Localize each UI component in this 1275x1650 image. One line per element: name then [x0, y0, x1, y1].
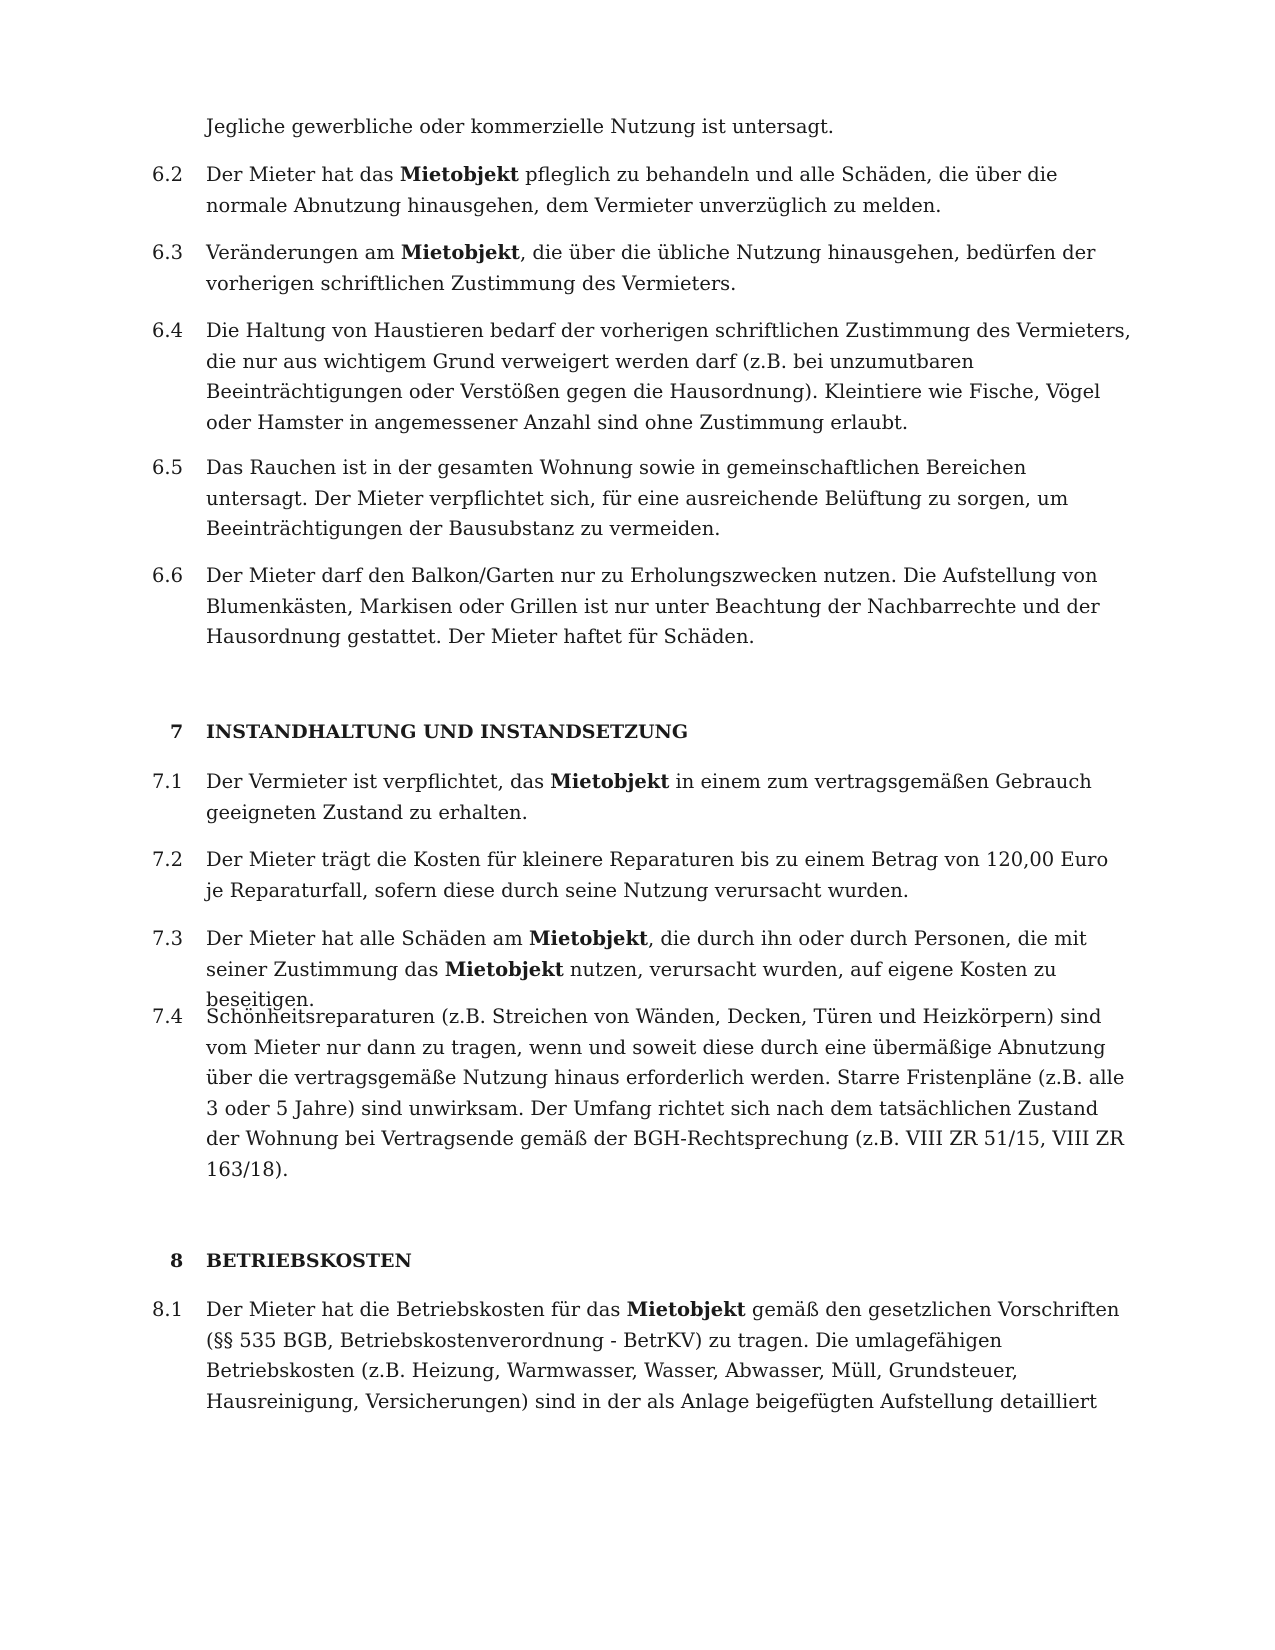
- clause-number: 6.5: [152, 456, 184, 479]
- clause-text-part: , die über die übliche Nutzung hinausgehen, bedürfen der vorherigen schriftlichen Zustimmung des Vermieters.: [206, 241, 1096, 295]
- section-title: INSTANDHALTUNG UND INSTANDSETZUNG: [206, 721, 689, 743]
- clause-text-part: Der Mieter hat das: [206, 163, 400, 186]
- clause-text-part: Veränderungen am: [206, 241, 401, 264]
- clause-number: 6.4: [152, 319, 184, 342]
- clause-text-part: pfleglich zu behandeln und alle Schäden, die über die normale Abnutzung hinausgehen, dem Vermieter unverzüglich zu melden.: [206, 163, 1058, 217]
- clause-6-1-continuation: [152, 112, 1132, 143]
- clause-text: [206, 160, 1131, 221]
- clause-text-part: , die durch ihn oder durch Personen, die mit seiner Zustimmung das: [206, 927, 1087, 981]
- clause-number: 7.2: [152, 848, 184, 871]
- clause-text-part: Der Mieter hat alle Schäden am: [206, 927, 529, 950]
- clause-number: 7.1: [152, 770, 184, 793]
- clause-text: Der Mieter darf den Balkon/Garten nur zu Erholungszwecken nutzen. Die Aufstellung von Blumenkästen, Markisen oder Grillen ist nur unter Beachtung der Nachbarrechte und der Hausordnung gestattet. Der Mieter haftet für Schäden.: [206, 564, 1100, 648]
- clause-text-part: Der Vermieter ist verpflichtet, das: [206, 770, 551, 793]
- clause-text: Schönheitsreparaturen (z.B. Streichen von Wänden, Decken, Türen und Heizkörpern) sind vom Mieter nur dann zu tragen, wenn und soweit diese durch eine übermäßige Abnutzung über die vertragsgemäße Nutzung hinaus erforderlich werden. Starre Fristenpläne (z.B. alle 3 oder 5 Jahre) sind unwirksam. Der Umfang richtet sich nach dem tatsächlichen Zustand der Wohnung bei Vertragsende gemäß der BGH-Rechtsprechung (z.B. VIII ZR 51/15, VIII ZR 163/18).: [206, 1005, 1125, 1181]
- clause-7-2: [152, 845, 1132, 906]
- clause-text: Der Mieter trägt die Kosten für kleinere Reparaturen bis zu einem Betrag von 120,00 Euro je Reparaturfall, sofern diese durch seine Nutzung verursacht wurden.: [206, 848, 1109, 902]
- section-title: BETRIEBSKOSTEN: [206, 1250, 412, 1272]
- clause-6-3: [152, 238, 1132, 299]
- clause-text-part: Der Mieter hat die Betriebskosten für das: [206, 1298, 627, 1321]
- bold-term: Mietobjekt: [626, 1298, 746, 1321]
- clause-text-part: nutzen, verursacht wurden, auf eigene Kosten zu beseitigen.: [206, 957, 1057, 1011]
- clause-number: 6.3: [152, 241, 184, 264]
- bold-term: Mietobjekt: [400, 241, 520, 264]
- clause-number: 7.3: [152, 927, 184, 950]
- clause-text: Das Rauchen ist in der gesamten Wohnung sowie in gemeinschaftlichen Bereichen untersagt. Der Mieter verpflichtet sich, für eine ausreichende Belüftung zu sorgen, um Beeinträchtigungen der Bausubstanz zu vermeiden.: [206, 456, 1069, 540]
- clause-8-1: [152, 1295, 1132, 1417]
- section-heading-8: [152, 1246, 412, 1277]
- clause-number: 6.2: [152, 163, 184, 186]
- clause-text: Die Haltung von Haustieren bedarf der vorherigen schriftlichen Zustimmung des Vermieters, die nur aus wichtigem Grund verweigert werden darf (z.B. bei unzumutbaren Beeinträchtigungen oder Verstößen gegen die Hausordnung). Kleintiere wie Fische, Vögel oder Hamster in angemessener Anzahl sind ohne Zustimmung erlaubt.: [206, 319, 1131, 434]
- clause-6-5: [152, 453, 1132, 545]
- clause-text-part: in einem zum vertragsgemäßen Gebrauch geeigneten Zustand zu erhalten.: [206, 770, 1092, 824]
- section-number: 7: [170, 721, 184, 743]
- clause-6-2: [152, 160, 1132, 221]
- clause-7-1: [152, 767, 1132, 828]
- bold-term: Mietobjekt: [444, 957, 564, 981]
- clause-6-4: [152, 316, 1132, 438]
- bold-term: Mietobjekt: [528, 927, 648, 950]
- bold-term: Mietobjekt: [399, 163, 519, 186]
- clause-number: 8.1: [152, 1298, 184, 1321]
- clause-text: [206, 238, 1131, 299]
- clause-text: Jegliche gewerbliche oder kommerzielle Nutzung ist untersagt.: [206, 115, 834, 138]
- section-number: 8: [170, 1250, 184, 1272]
- clause-6-6: [152, 561, 1132, 653]
- section-heading-7: [152, 717, 688, 748]
- clause-number: 6.6: [152, 564, 184, 587]
- clause-7-4: [152, 1002, 1132, 1185]
- clause-text: [206, 767, 1131, 828]
- clause-text: [206, 1295, 1131, 1417]
- clause-text-part: gemäß den gesetzlichen Vorschriften (§§ 535 BGB, Betriebskostenverordnung - BetrKV) zu tragen. Die umlagefähigen Betriebskosten (z.B. Heizung, Warmwasser, Wasser, Abwasser, Müll, Grundsteuer, Hausreinigung, Versicherungen) sind in der als Anlage beigefügten Aufstellung detailliert: [206, 1298, 1120, 1413]
- bold-term: Mietobjekt: [550, 770, 670, 793]
- clause-number: 7.4: [152, 1005, 184, 1028]
